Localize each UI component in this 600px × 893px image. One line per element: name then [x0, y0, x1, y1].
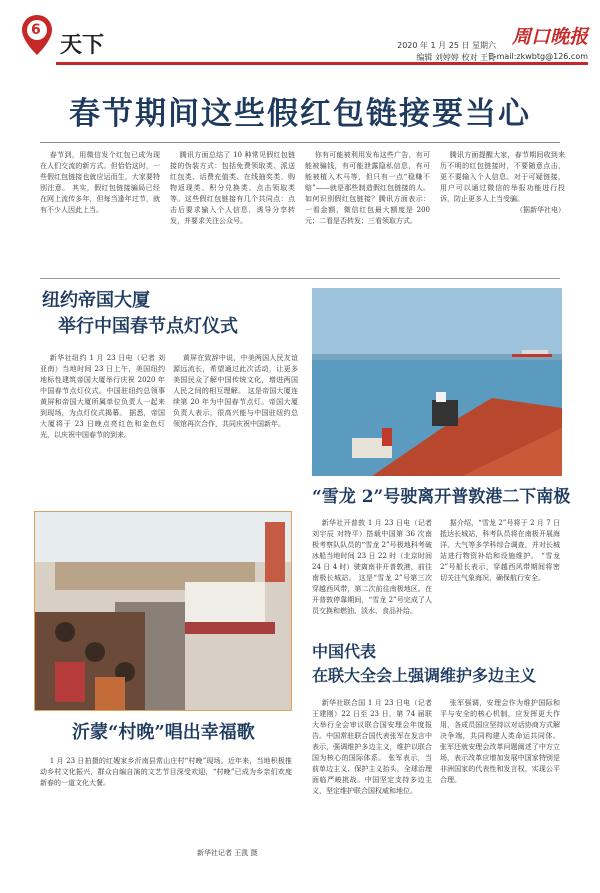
- ny-col-2: [173, 353, 298, 503]
- snow-dragon-headline: “雪龙 2”号驶离开普敦港二下南极: [312, 487, 571, 507]
- newspaper-logo: 周口晚报: [511, 26, 588, 48]
- snow-dragon-text-1: 新华社开普敦 1 月 23 日电（记者 刘宇辰 对特平）搭载中国第 36 次南极考察队队员的“雪龙 2”号极地科考破冰船当地时间 23 日 22 时（北京时间 24 日 4 时）驶离南非开普敦港，前往南极长城站。 这是“雪龙 2”号第三次穿越西风带，第二次前往南极地区。在开普敦停靠期间，“雪龙 2”号完成了人员交换和燃油、淡水、食品补给。: [312, 519, 432, 615]
- main-story-col-4: [440, 150, 565, 268]
- village-gala-byline: 新华社记者 王凯 摄: [197, 849, 258, 857]
- main-story-col-2: [170, 150, 295, 268]
- main-story-col-3: [305, 150, 430, 268]
- gala-image: [35, 512, 292, 711]
- village-gala-headline: 沂蒙“村晚”唱出幸福歌: [72, 722, 255, 743]
- section-title: 天下: [60, 32, 105, 58]
- china-un-headline-line-2: 在联大全会上强调维护多边主义: [312, 666, 537, 685]
- snow-dragon-col-2: [440, 518, 560, 618]
- main-headline: 春节期间这些假红包链接要当心: [69, 96, 531, 132]
- china-un-headline: [312, 640, 582, 688]
- section-divider: [40, 278, 560, 279]
- issue-meta: [397, 40, 496, 64]
- china-un-headline-line-1: 中国代表: [312, 642, 377, 661]
- masthead-rule: [56, 62, 588, 65]
- ny-col-1: [40, 353, 165, 503]
- village-gala-caption-text: 1 月 23 日拍摄的红嫂家乡沂南县常山庄村“村晚”现场。近年来，当地积极推动乡村文化振兴，群众自编自演的文艺节目深受欢迎，“村晚”已成为乡亲们欢度新春的一道文化大餐。: [40, 757, 292, 787]
- contact-email: E-mail:zkwbtg@126.com: [488, 52, 588, 61]
- ny-text-2: 黄屏在致辞中说，中美两国人民友谊源远流长，希望通过此次活动，让更多美国民众了解中国传统文化，增进两国人民之间的相互理解。 这是帝国大厦连续第 20 年为中国春节点灯。帝国大厦负责人表示，很高兴能与中国驻纽约总领馆再次合作，共同庆祝中国新年。: [173, 354, 298, 428]
- snow-dragon-photo: [312, 288, 562, 476]
- village-gala-caption: [40, 756, 292, 840]
- snow-dragon-text-2: 据介绍，“雪龙 2”号将于 2 月 7 日抵达长城站，科考队员将在南极开展海洋、大气等多学科综合调查，并对长城站进行物资补给和设施维护。 “雪龙 2”号船长表示，穿越西风带期间将密切关注气象海况，确保航行安全。: [440, 519, 560, 582]
- china-un-text-1: 新华社联合国 1 月 23 日电（记者 王建刚）22 日至 23 日，第 74 届联大举行全会审议联合国安理会年度报告。中国常驻联合国代表张军在发言中表示，强调维护多边主义，维护以联合国为核心的国际体系。 张军表示，当前单边主义、保护主义抬头，全球治理面临严峻挑战。中国坚定支持多边主义，坚定维护联合国权威和地位。: [312, 699, 432, 795]
- headline-rule: [40, 142, 560, 143]
- china-un-text-2: 张军强调，安理会作为维护国际和平与安全的核心机制，应发挥更大作用，各成员国应坚持以对话协商方式解决争端，共同构建人类命运共同体。 张军还就安理会改革问题阐述了中方立场，表示改革应增加发展中国家特别是非洲国家的代表性和发言权，实现公平合理。: [440, 699, 560, 784]
- main-story-text-2: 腾讯方面总结了 10 种常见假红包链接的伪装方式：包括免费领取类、派送红包类、话费充值类、在线抽奖类、购物返现类、积分兑换类、点击领取类等。这些假红包链接有几个共同点：点击后要求输入个人信息，诱导分享转发，并要求关注公众号。: [170, 151, 295, 225]
- ny-headline-line-2: 举行中国春节点灯仪式: [58, 316, 238, 337]
- main-story-text-4: 腾讯方面提醒大家，春节期间收到来历不明的红包链接时，不要随意点击，更不要输入个人信息。对于可疑链接，用户可以通过微信的举报功能进行投诉，防止更多人上当受骗。: [440, 151, 565, 203]
- china-un-col-2: [440, 698, 560, 878]
- ny-text-1: 新华社纽约 1 月 23 日电（记者 刘亚南）当地时间 23 日上午，美国纽约地标性建筑帝国大厦举行庆祝 2020 年中国春节点灯仪式。中国驻纽约总领事黄屏和帝国大厦所属单位负责人一起来到现场，为点灯仪式揭幕。 据悉，帝国大厦将于 23 日晚点亮红色和金色灯光，以庆祝中国春节的到来。: [40, 354, 165, 439]
- snow-dragon-col-1: [312, 518, 432, 618]
- village-gala-photo: [34, 511, 292, 711]
- masthead: [12, 8, 588, 70]
- china-un-col-1: [312, 698, 432, 878]
- ny-headline: [42, 288, 302, 340]
- issue-editors: 编辑 刘婷婷 校对 王诗: [416, 53, 496, 62]
- main-story-text-3: 你有可能被利用发布这些广告，有可能被骗钱，有可能泄露隐私信息，有可能被植入木马等，但只有一点“稳赚不赔”——就是那些制造假红包链接的人。 如何识别假红包链接？腾讯方面表示：一看金额，微信红包最大额度是 200 元；二看是否转发；三看领取方式。: [305, 151, 430, 225]
- page-number: 6: [31, 22, 41, 38]
- main-story-byline: （据新华社电）: [516, 206, 565, 214]
- ny-headline-line-1: 纽约帝国大厦: [42, 290, 150, 311]
- main-story-text-1: 春节到，用微信发个红包已成为现在人们交流的新方式。但恰恰这时，一些假红包链接也就应运而生，大家要特别注意。 其实，假红包链接骗局已经在网上流传多年，但每当逢年过节，就有不少人因此上当。: [40, 151, 160, 214]
- issue-date: 2020 年 1 月 25 日 星期六: [397, 41, 496, 50]
- main-story-col-1: [40, 150, 160, 268]
- ship-image: [312, 288, 562, 476]
